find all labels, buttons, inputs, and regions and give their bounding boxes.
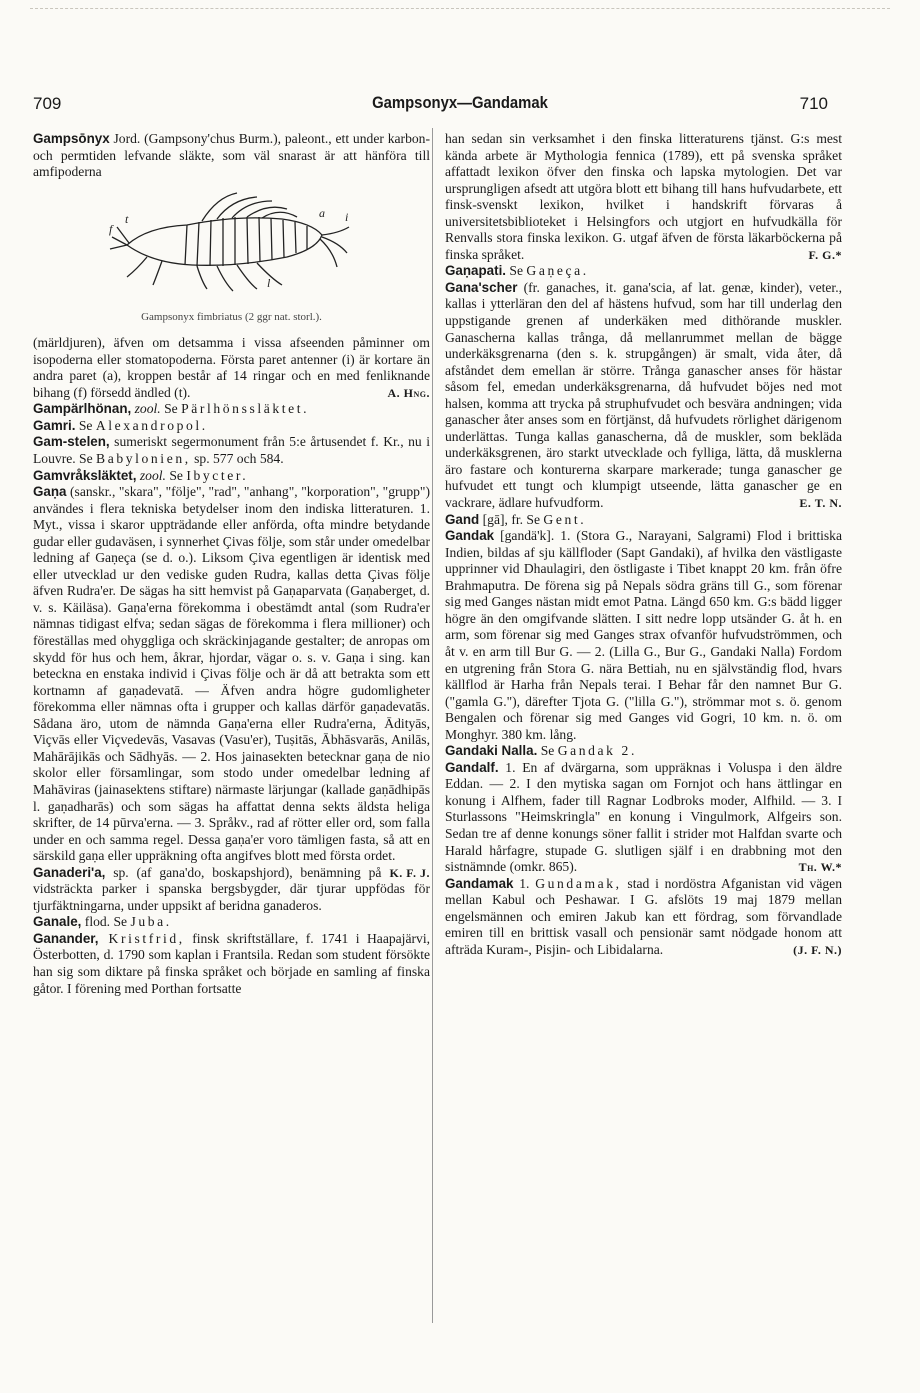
headword: Gamvråksläktet, <box>33 467 137 483</box>
entry-field: zool. <box>136 467 166 483</box>
entry-ganapati <box>445 263 842 280</box>
headword: Gamri. <box>33 417 76 433</box>
entry-ganale <box>33 914 430 931</box>
headword: Ganander, <box>33 930 99 946</box>
cross-reference[interactable]: Ibycter. <box>186 467 249 483</box>
headword: Gandalf. <box>445 759 499 775</box>
figure-letter-i: i <box>344 209 348 224</box>
entry-ganascher <box>445 280 842 512</box>
headword: Gandamak <box>445 875 514 891</box>
headword: Gampärlhönan, <box>33 401 132 417</box>
gampsonyx-figure <box>33 187 430 307</box>
headword: Gaṇapati. <box>445 263 507 279</box>
author-signature: E. T. N. <box>799 496 842 511</box>
headword: Gandak <box>445 528 495 544</box>
author-signature: F. G.* <box>808 247 842 262</box>
entry-text: (sanskr., "skara", "följe", "rad", "anhang", "korporation", "grupp") användes i flera tekniska betydelser inom den indiska litteraturen. 1. Myt., vissa i skaror uppträdande eller anförda, ofta mindre betydande gudar eller gudaväsen, i synnerhet Çivas följe, som står under omedelbar ledning af Gaṇeça (se d. o.). Liksom Çiva egentligen är identisk med eller utvecklad ur den vediske guden Rudra, kallas detta Çivas följe äfven Rudra'er. De sägas ha sitt hemvist på Gaṇaparvata (Gaṇaberget, d. v. s. Käiläsa). Gaṇa'erna förekomma i obestämdt antal (som Rudra'er nämnas tidigast elfva; sedan sägas de förekomma i flera millioner) och föreställas med ohyggliga och skräckinjagande gestalter; de anropas om skydd för hus och hem, åkrar, hjordar, vägar o. s. v. Gaṇa i sing. kan beteckna en enstaka individ i Çivas följe och är då att betrakta som ett kortnamn af gaṇadevatā. — Äfven andra högre gudomligheter förekomma eller nämnas ofta i grupper och kallas därför gaṇadevatās. Sådana äro, utom de nämnda Gaṇa'erna eller Rudra'erna, Ādityās, Viçvās eller Viçvedevās, Vasavas (Vasu'er), Tuṣitās, Ābhāsvarās, Anilās, Mahārājikās och Sādhyās. — 2. Hos jainasekten betecknar gaṇa de nio skolor eller församlingar, som stodo under omedelbar ledning af Mahāviras (jainasektens stiftare) närmaste lärjungar (kallade gaṇādhipās l. gaṇadharās) och som sägas ha affattat denna sekts äldsta heliga skrifter, de 14 pūrva'erna. — 3. Språkv., rad af rötter eller ord, som falla under en och samma regel. Dessa gaṇa'er voro tämligen fasta, så att en särskild gaṇa eller uppräkning ofta angifves blott med första ordet. <box>33 484 430 864</box>
headword: Ganaderi'a, <box>33 864 106 880</box>
entry-text: 1. En af dvärgarna, som uppräknas i Voluspa i den äldre Eddan. — 2. I den mytiska sagan om Fornjot och hans ättlingar en konung i Alfhem, fader till Ragnar Lodbroks moder, Alfhild. — 3. I Sturlassons "Heimskringla" en konung i Vingulmork, Alfgeirs son. Sedan tre af denne konungs söner fallit i strider mot Halfdan svarte och Harald hårfagre, stupade G. slutligen själf i en drabbning mot den sistnämnde (omkr. 865). <box>445 759 842 875</box>
entry-gandak <box>445 528 842 743</box>
page-number-left: 709 <box>33 94 62 113</box>
author-signature: A. Hng. <box>387 385 430 400</box>
entry-text: (fr. ganaches, it. gana'scia, af lat. genæ, kinder), veter., kallas i ytterläran den del af hästens hufvud, som har till underlag den uppstigande grenen af underkäken med dithörande muskler. Ganascherna kallas trånga, då mellanrummet mellan de bägge underkäksgrenarna (den s. k. strupgången) är smalt, vida åter, då afståndet dem emellan är större. Trånga ganascher anses för hästar såsom fel, emedan underkäksgrenarna, då hufvudet böjes ned mot halsen, komma att trycka på struphufvudet och besvära andningen; vida ganascher åter anses som en förtjänst, då hufvudets rörlighet därigenom underlättas. Tunga kallas ganascherna, då de muskler, som beklädа underkäksgrenen, äro starkt utvecklade och fylliga, lätta, då musklerna äro fastare och konturerna skarpare markerade; tunga ganascher ge hufvudet ett tungt och klumpigt utseende, lätta ganascher ge en vackrare, ädlare hufvudform. <box>445 279 842 511</box>
entry-see: Se <box>165 467 187 483</box>
figure-letter-f: f <box>108 221 112 236</box>
entry-gampsonyx <box>33 131 430 181</box>
author-signature: K. F. J. <box>389 865 430 880</box>
entry-text: [gā], fr. Se <box>479 511 544 527</box>
entry-gandamak <box>445 876 842 959</box>
entry-gampsonyx-continued <box>33 335 430 401</box>
headword: Gam-stelen, <box>33 434 110 450</box>
top-edge-rule <box>30 8 890 9</box>
headword: Gaṇa <box>33 484 67 500</box>
entry-text: han sedan sin verksamhet i den finska litteraturens tjänst. G:s mest kända arbete är Mythologia fennica (1789), ett på svenska språket affattadt lexikon öfver den finska och lapska mytologien. Det var ursprungligen afsedt att utgöra blott ett bihang till hans hufvudarbete, ett finsk-svenskt lexikon, hvilket i handskrift förvaras å universitetsbiblioteket i Helsingfors och utgjort en hufvudkälla för Renvalls stora finska lexikon. G. utgaf äfven de första läkarböckerna på finska språket. <box>445 131 842 262</box>
entry-text: stad i nordöstra Afganistan vid vägen mellan Kabul och Peshawar. I G. afslöts 19 maj 1879 mellan engelsmännen och emiren Jakub kan ett fördrag, som förvandlade emiren till en brittisk vasall och pensionär samt nödgade honom att afträda Kuram-, Pisjin- och Libidalarna. <box>445 875 842 957</box>
author-signature: Th. W.* <box>798 860 842 875</box>
entry-see: Se <box>75 417 96 433</box>
entry-see: Se <box>160 401 182 417</box>
entry-text: [gandä'k]. 1. (Stora G., Narayani, Salgrami) Flod i brittiska Indien, bildas af sju källfloder (Sapt Gandaki), af hvilka den västligaste upprinner vid Dhaulagiri, den östligaste i Tibet knappt 20 km. från öfre Brahmaputra. De förena sig på Nepals södra gräns till G., som förenar sig med Ganges nästan midt emot Patna. Längd 650 km. G:s bädd ligger högre än den omgifvande slätten. I sitt nedre lopp utsänder G. åt h. en arm, som förenar sig med Ganges strax ofvanför hufvudströmmen, och åt v. en arm till Bur G. — 2. (Lilla G., Bur G., Gandaki Nalla) Fordom en utgrening från Stora G. nära Bettiah, nu en självständig flod, hvars källflod är Harha från Nepals terai. I Behar får den namnet Bur G. ("gamla G."), därefter Tjota G. ("lilla G."), strömmar mot s. ö. genom Bengalen och förenar sig med Ganges vid Gogri, 10 km. n. ö. om Monghyr. 380 km. lång. <box>445 528 842 742</box>
running-head: Gampsonyx—Gandamak <box>372 94 548 112</box>
entry-ganaderia <box>33 865 430 915</box>
entry-field: zool. <box>131 401 161 417</box>
headword: Gand <box>445 511 480 527</box>
cross-reference[interactable]: Gandak 2. <box>557 743 637 759</box>
cross-reference[interactable]: Babylonien, <box>96 451 191 467</box>
cross-reference[interactable]: Pärlhönssläktet. <box>181 401 310 417</box>
entry-text: Jord. (Gampsony'chus Burm.), paleont., ett under karbon- och permtiden lefvande släkte, som väl snarast är att hänföra till amfipoderna <box>33 131 430 180</box>
cross-reference[interactable]: Gent. <box>543 511 587 527</box>
person-name: Kristfrid, <box>98 930 185 946</box>
figure-letter-l: l <box>266 275 270 290</box>
entry-see: Se <box>506 263 527 279</box>
column-divider <box>432 128 433 1323</box>
entry-gand <box>445 512 842 529</box>
figure-letter-a: a <box>318 205 325 220</box>
entry-gandalf <box>445 760 842 876</box>
headword: Gandaki Nalla. <box>445 743 538 759</box>
figure-caption: Gampsonyx fimbriatus (2 ggr nat. storl.). <box>141 310 322 323</box>
figure-letter-t: t <box>124 211 128 226</box>
left-column <box>33 131 430 997</box>
entry-gamparlhonan <box>33 401 430 418</box>
entry-text: sp. 577 och 584. <box>190 451 284 467</box>
entry-text: 1. <box>513 875 536 891</box>
author-signature: (J. F. N.) <box>793 942 842 957</box>
entry-text: (märldjuren), äfven om detsamma i vissa afseenden påminner om isopoderna eller stomatopoderna. Första paret antenner (i) är kortare än andra paret (a), kroppen består af 14 ringar och en med fenliknande bihang (f) försedd ändled (t). <box>33 335 430 400</box>
entry-text: flod. Se <box>81 914 131 930</box>
entry-gamvraksläktet <box>33 468 430 485</box>
cross-reference[interactable]: Juba. <box>130 914 172 930</box>
headword: Gampsōnyx <box>33 131 110 146</box>
entry-gandaki-nalla <box>445 743 842 760</box>
entry-ganander-continued <box>445 131 842 263</box>
entry-gamri <box>33 418 430 435</box>
headword: Ganale, <box>33 914 82 930</box>
entry-gam-stelen <box>33 434 430 467</box>
right-column <box>445 131 842 958</box>
shrimp-fossil-illustration-icon <box>107 187 357 302</box>
entry-text: sumeriskt segermonument från 5:e årtusendet f. Kr., nu i Louvre. Se <box>33 434 430 467</box>
cross-reference[interactable]: Alexandropol. <box>95 417 208 433</box>
entry-text: finsk skriftställare, f. 1741 i Haapajärvi, Österbotten, d. 1790 som kaplan i Frantsila. Redan som student försökte han sig som diktare på finska språket och började en samling af finska gåtor. I förening med Porthan fortsatte <box>33 930 430 996</box>
entry-ganander <box>33 931 430 997</box>
entry-text: sp. (af gana'do, boskapshjord), benämning på vidsträckta parker i spanska bergsbygder, där tjurar uppfödas för tjurfäktningarna, under uppsikt af beridna ganaderos. <box>33 864 430 913</box>
place-name: Gundamak, <box>535 875 622 891</box>
entry-see: Se <box>537 743 558 759</box>
page-number-right: 710 <box>799 94 828 113</box>
headword: Gana'scher <box>445 279 518 295</box>
cross-reference[interactable]: Gaṇeça. <box>526 263 589 279</box>
